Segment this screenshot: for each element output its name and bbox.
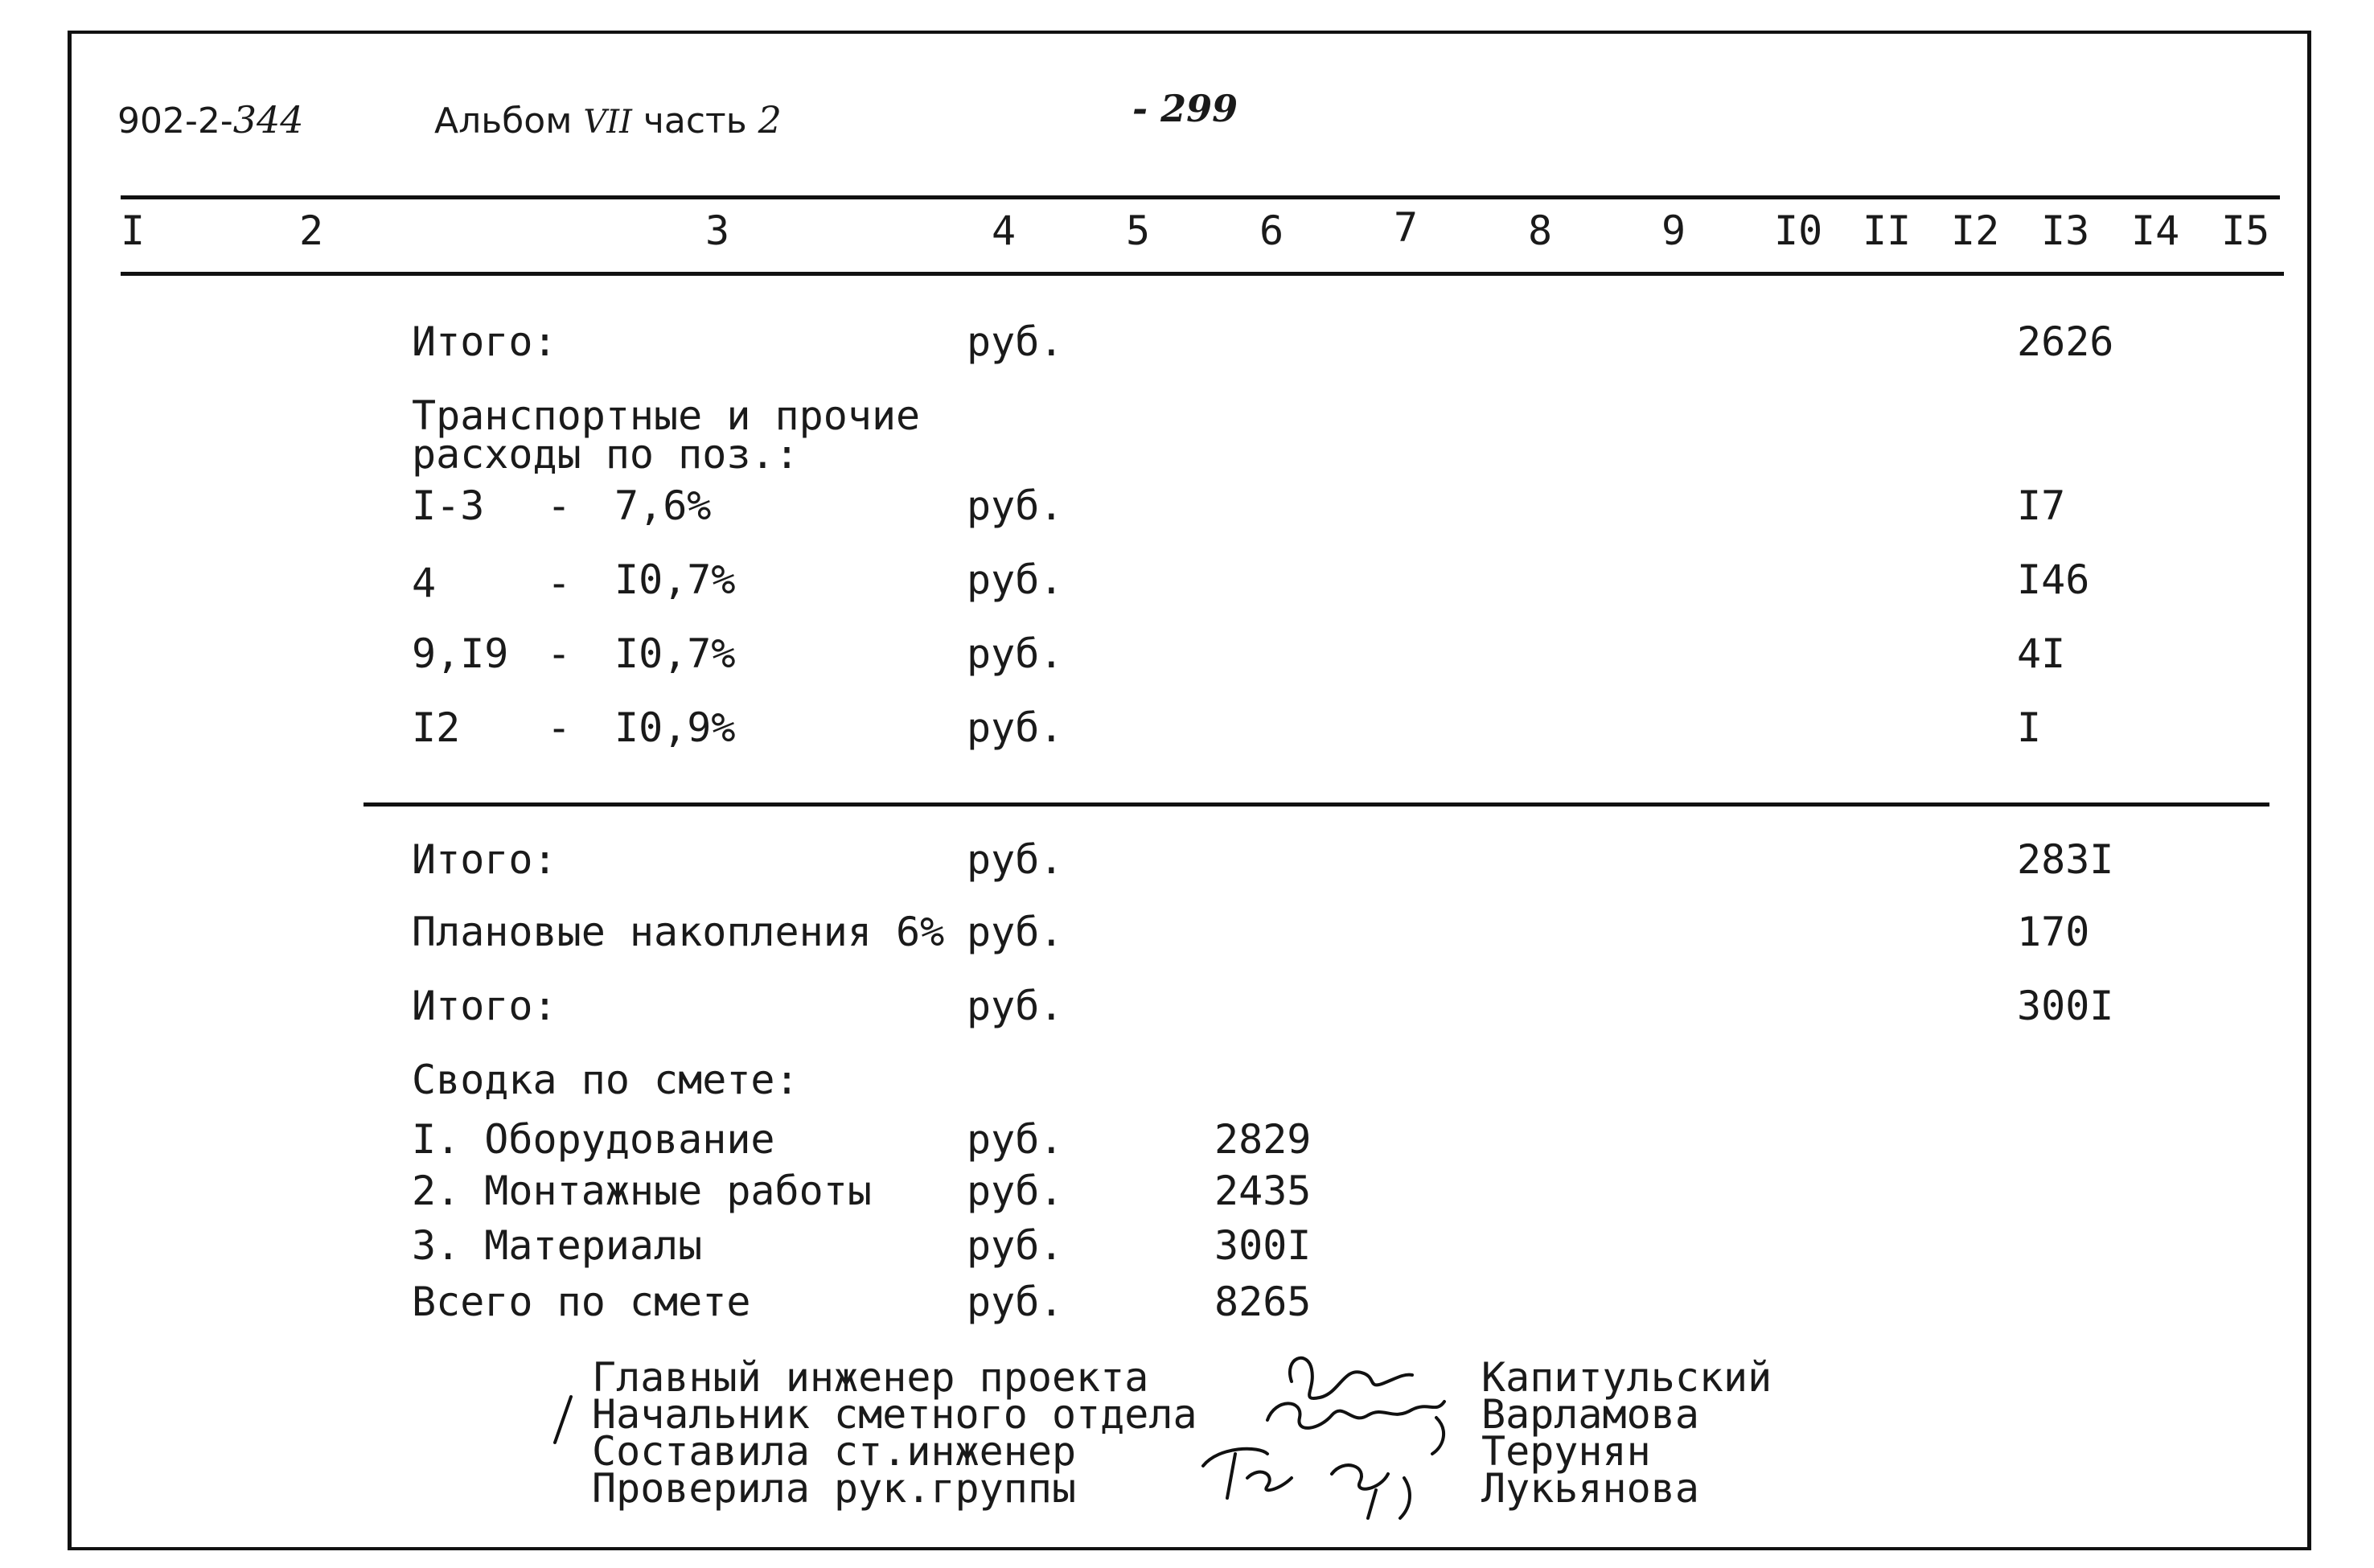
row-value: I46 — [2017, 556, 2090, 603]
row-percent: I0,7% — [614, 630, 736, 677]
row-percent: 7,6% — [614, 482, 712, 529]
row-value: 300I — [2017, 983, 2114, 1029]
section-divider — [363, 802, 2269, 807]
row-position: 4 — [412, 560, 437, 606]
row-value: I — [2017, 704, 2042, 751]
row-label: Итого: — [412, 836, 557, 883]
summary-label: 3. Материалы — [412, 1222, 703, 1269]
row-value: 283I — [2017, 836, 2114, 883]
row-percent: I0,7% — [614, 556, 736, 603]
signatory-name: Лукьянова — [1481, 1465, 1699, 1512]
column-header: I2 — [1951, 207, 2000, 254]
summary-unit: руб. — [967, 1116, 1064, 1163]
column-header: II — [1863, 207, 1912, 254]
album-info: Альбом VII часть 2 — [434, 98, 782, 142]
row-unit: руб. — [967, 630, 1064, 677]
signatory-name: Терунян — [1481, 1428, 1651, 1475]
column-header: I3 — [2041, 207, 2090, 254]
row-unit: руб. — [967, 556, 1064, 603]
summary-unit: руб. — [967, 1279, 1064, 1325]
row-unit: руб. — [967, 704, 1064, 751]
page-frame — [68, 31, 2311, 1550]
column-header: 8 — [1528, 207, 1553, 254]
row-label: Итого: — [412, 983, 557, 1029]
row-dash: - — [547, 630, 572, 677]
row-label-continued: расходы по поз.: — [412, 431, 799, 478]
summary-unit: руб. — [967, 1168, 1064, 1214]
column-header: 4 — [992, 207, 1017, 254]
row-value: 170 — [2017, 909, 2090, 955]
page-number: - 299 — [1132, 87, 1238, 130]
summary-value: 8265 — [1214, 1279, 1312, 1325]
row-position: I-3 — [412, 482, 485, 529]
summary-label: Всего по смете — [412, 1279, 751, 1325]
signatory-name: Варламова — [1481, 1391, 1699, 1438]
row-dash: - — [547, 560, 572, 606]
column-header: I0 — [1774, 207, 1823, 254]
doc-code: 902-2-344 — [117, 98, 304, 142]
summary-label: 2. Монтажные работы — [412, 1168, 872, 1214]
column-header: 2 — [299, 207, 324, 254]
summary-value: 300I — [1214, 1222, 1312, 1269]
row-value: 2626 — [2017, 318, 2114, 365]
column-header: 3 — [705, 207, 730, 254]
summary-value: 2435 — [1214, 1168, 1312, 1214]
row-value: I7 — [2017, 482, 2066, 529]
summary-title: Сводка по смете: — [412, 1057, 799, 1103]
row-dash: - — [547, 704, 572, 751]
column-header: I — [121, 207, 146, 254]
row-unit: руб. — [967, 909, 1064, 955]
signatory-name: Капитульский — [1481, 1354, 1772, 1401]
signatory-role: Главный инженер проекта — [592, 1354, 1149, 1401]
row-unit: руб. — [967, 318, 1064, 365]
column-header: 5 — [1126, 207, 1151, 254]
summary-label: I. Оборудование — [412, 1116, 775, 1163]
row-unit: руб. — [967, 836, 1064, 883]
row-unit: руб. — [967, 482, 1064, 529]
row-label: Итого: — [412, 318, 557, 365]
column-header: 6 — [1259, 207, 1284, 254]
handwritten-signatures — [1171, 1325, 1477, 1525]
column-header: 7 — [1394, 204, 1419, 251]
row-dash: - — [547, 482, 572, 529]
column-header: 9 — [1661, 207, 1686, 254]
header-top-rule — [121, 195, 2280, 199]
column-header: I5 — [2221, 207, 2270, 254]
signatory-role: Начальник сметного отдела — [592, 1391, 1197, 1438]
handwritten-mark — [547, 1393, 579, 1449]
row-label: Транспортные и прочие — [412, 392, 921, 439]
summary-unit: руб. — [967, 1222, 1064, 1269]
row-label: Плановые накопления 6% — [412, 909, 945, 955]
header-bottom-rule — [121, 272, 2284, 276]
summary-value: 2829 — [1214, 1116, 1312, 1163]
row-percent: I0,9% — [614, 704, 736, 751]
signatory-role: Составила ст.инженер — [592, 1428, 1077, 1475]
row-value: 4I — [2017, 630, 2066, 677]
row-unit: руб. — [967, 983, 1064, 1029]
row-position: I2 — [412, 704, 461, 751]
column-header: I4 — [2131, 207, 2180, 254]
signatory-role: Проверила рук.группы — [592, 1465, 1077, 1512]
row-position: 9,I9 — [412, 630, 509, 677]
